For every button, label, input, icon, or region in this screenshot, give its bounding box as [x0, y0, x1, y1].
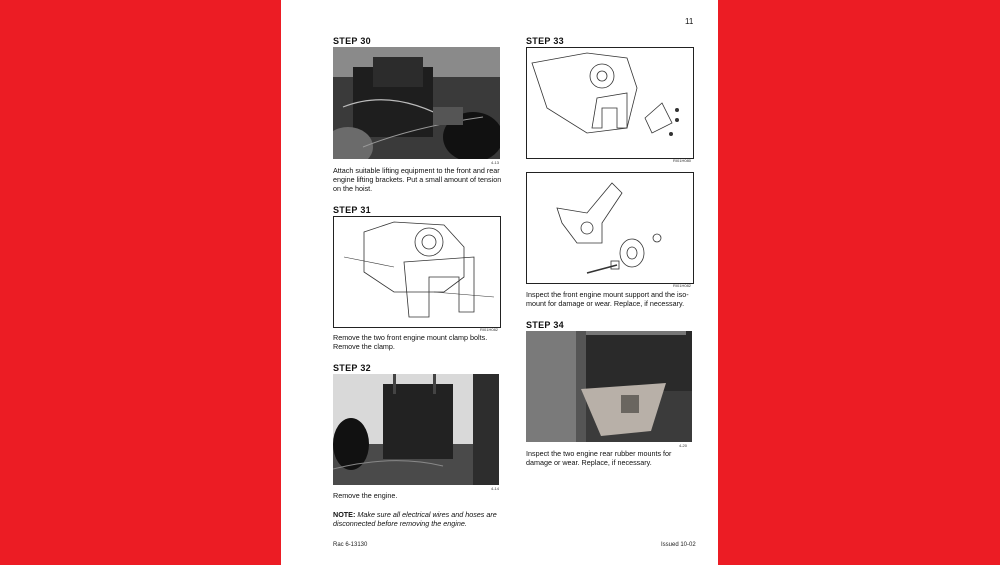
note-text: Make sure all electrical wires and hoses are disconnected before removing the engine.	[333, 510, 497, 529]
step-32-title: STEP 32	[333, 363, 371, 373]
step-30-photo	[333, 47, 500, 159]
step-33-illustration-1	[526, 47, 694, 159]
step-30-figure-label: 4-13	[491, 160, 500, 165]
step-33-figure-label-2: RI01H082	[673, 283, 692, 288]
note-label: NOTE:	[333, 510, 356, 519]
step-31-illustration	[333, 216, 501, 328]
page-number: 11	[685, 17, 694, 26]
step-33-title: STEP 33	[526, 36, 564, 46]
step-33-figure-label-1: RI01H080	[673, 158, 692, 163]
step-33-caption: Inspect the front engine mount support and the iso-mount for damage or wear. Replace, if necessary.	[526, 290, 689, 309]
step-32-note	[333, 510, 503, 528]
step-32-photo	[333, 374, 499, 485]
step-34-photo	[526, 331, 692, 442]
step-31-title: STEP 31	[333, 205, 371, 215]
step-30-caption: Attach suitable lifting equipment to the front and rear engine lifting brackets. Put a small amount of tension on the hoist.	[333, 166, 502, 194]
step-31-caption: Remove the two front engine mount clamp bolts. Remove the clamp.	[333, 333, 488, 352]
step-34-caption: Inspect the two engine rear rubber mounts for damage or wear. Replace, if necessary.	[526, 449, 672, 468]
footer-document-number: Rac 6-13130	[333, 542, 368, 548]
step-31-figure-label: RI01H082	[480, 327, 499, 332]
manual-page	[281, 0, 718, 565]
step-32-caption: Remove the engine.	[333, 491, 398, 500]
step-33-illustration-2	[526, 172, 694, 284]
step-30-title: STEP 30	[333, 36, 371, 46]
step-32-figure-label: 4-14	[491, 486, 500, 491]
step-34-figure-label: 4-20	[679, 443, 688, 448]
step-34-title: STEP 34	[526, 320, 564, 330]
footer-issue-date: Issued 10-02	[661, 542, 696, 548]
